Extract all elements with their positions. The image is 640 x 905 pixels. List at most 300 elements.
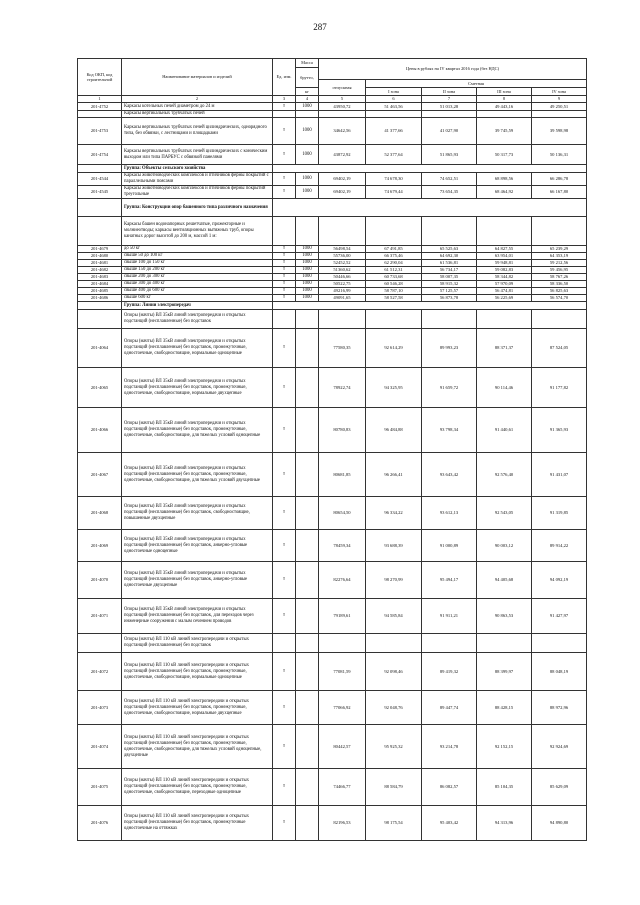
item-name: Каркасы котельных печей диаметром до 24 м [122, 103, 273, 111]
item-name: свыше 50 до 100 кг [122, 253, 273, 260]
item-unit: т [273, 691, 296, 725]
price-zone-3: 94 313,96 [477, 806, 532, 841]
item-code: 201-4754 [78, 145, 122, 165]
price-zone-1: 92 048,76 [366, 691, 422, 725]
group-spacer [78, 199, 122, 217]
item-mass: 1000 [296, 246, 319, 253]
price-zone-1: 52 377,64 [366, 145, 422, 165]
price-zone-4: 66 167,80 [532, 186, 587, 199]
item-code [78, 634, 122, 653]
price-zone-1: 88 584,79 [366, 769, 422, 806]
item-code: 201-4686 [78, 295, 122, 302]
table-row [78, 691, 587, 725]
price-zone-3: 94 405,68 [477, 562, 532, 599]
price-zone-4: 88 048,19 [532, 653, 587, 691]
price-zone-2 [422, 111, 477, 118]
col-number: 5 [319, 96, 366, 103]
header-price-title: Цены в рублях на IV квартал 2016 года (без НДС) [319, 59, 587, 80]
price-zone-3 [477, 111, 532, 118]
price-released [319, 310, 366, 329]
item-name: свыше 200 до 300 кг [122, 274, 273, 281]
price-zone-1: 95 925,32 [366, 725, 422, 769]
table-row [78, 453, 587, 497]
item-unit: т [273, 267, 296, 274]
header-mass-unit: кг [296, 88, 319, 96]
item-mass [296, 634, 319, 653]
item-name: Каркасы башен водонапорных решетчатые, прожекторные и молниеотводы; каркасы вентиляционных вытяжных труб, опоры канатных дорог высотой до 200 м, массой 1 м: [122, 217, 273, 246]
col-number: 7 [422, 96, 477, 103]
header-mass-top: Масса [296, 59, 319, 68]
price-released: 82276,64 [319, 562, 366, 599]
price-zone-2: 89 447,74 [422, 691, 477, 725]
price-released: 74466,77 [319, 769, 366, 806]
price-zone-4: 59 212,56 [532, 260, 587, 267]
price-zone-2: 95 494,17 [422, 562, 477, 599]
col-number: 1 [78, 96, 122, 103]
item-code: 201-4070 [78, 562, 122, 599]
item-unit: т [273, 599, 296, 634]
item-unit: т [273, 281, 296, 288]
price-zone-3: 57 970,09 [477, 281, 532, 288]
col-number: 3 [273, 96, 296, 103]
item-unit [273, 217, 296, 246]
table-row [78, 562, 587, 599]
item-mass [296, 368, 319, 408]
page-number: 287 [313, 22, 327, 32]
price-zone-4 [532, 634, 587, 653]
price-zone-2 [422, 310, 477, 329]
price-zone-2: 93 643,42 [422, 453, 477, 497]
item-name: Каркасы вертикальных трубчатых печей цилиндрических с коническим выходом или типа ПАРБУС с обвязкой панелями [122, 145, 273, 165]
item-name: Опоры (мачты) ВЛ 35кВ линий электропередачи и открытых подстанций (несплавленные) без подставок, свободностоящие, повышенные двухцепные [122, 497, 273, 530]
price-zone-4: 59 456,95 [532, 267, 587, 274]
price-released: 69402,19 [319, 173, 366, 186]
price-zone-4: 91 427,97 [532, 599, 587, 634]
price-zone-4: 94 092,19 [532, 562, 587, 599]
group-row [78, 199, 587, 217]
table-row [78, 281, 587, 288]
item-mass: 1000 [296, 118, 319, 145]
col-number: 4 [296, 96, 319, 103]
price-zone-2: 61 536,81 [422, 260, 477, 267]
table-row [78, 253, 587, 260]
item-code: 201-4073 [78, 691, 122, 725]
price-zone-4: 94 890,80 [532, 806, 587, 841]
price-zone-2: 57 125,57 [422, 288, 477, 295]
price-zone-2: 89 419,32 [422, 653, 477, 691]
price-zone-2: 91 000,89 [422, 530, 477, 562]
price-zone-2: 65 525,63 [422, 246, 477, 253]
table-row [78, 329, 587, 368]
item-name: Опоры (мачты) ВЛ 35кВ линий электропередачи и открытых подстанций (несплавленные) без подставок, для переходов через инженерные сооружения с малым сечением проводов [122, 599, 273, 634]
item-mass [296, 806, 319, 841]
price-released: 69402,19 [319, 186, 366, 199]
item-code: 201-4679 [78, 246, 122, 253]
table-row [78, 145, 587, 165]
item-code: 201-4685 [78, 288, 122, 295]
table-row [78, 260, 587, 267]
price-zone-3: 85 104,35 [477, 769, 532, 806]
item-name: свыше 400 до 600 кг [122, 288, 273, 295]
price-zone-4: 58 767,26 [532, 274, 587, 281]
price-zone-2: 74 652,51 [422, 173, 477, 186]
item-name: Опоры (мачты) ВЛ 110 кВ линий электропередачи и открытых подстанций (несплавленные) без подставок, промежуточные, одностоечные, свободностоящие, переходные одноцепные [122, 769, 273, 806]
header-zone-1: I зона [366, 88, 422, 96]
price-zone-2: 56 873,78 [422, 295, 477, 302]
item-name: Опоры (мачты) ВЛ 110 кВ линий электропередачи и открытых подстанций (несплавленные) без подставок, промежуточные, одностоечные, свободностоящие, нормальные одноцепные [122, 653, 273, 691]
item-mass [296, 111, 319, 118]
item-unit [273, 111, 296, 118]
item-code: 201-4072 [78, 653, 122, 691]
item-name: до 50 кг [122, 246, 273, 253]
item-unit: т [273, 295, 296, 302]
price-released: 51360,62 [319, 267, 366, 274]
item-mass: 1000 [296, 260, 319, 267]
price-zone-4: 85 629,09 [532, 769, 587, 806]
item-name: свыше 100 до 150 кг [122, 260, 273, 267]
price-zone-3: 92 543,05 [477, 497, 532, 530]
price-released: 56498,54 [319, 246, 366, 253]
price-zone-1 [366, 111, 422, 118]
item-unit: т [273, 145, 296, 165]
header-released: отпускная [319, 80, 366, 96]
item-name: Опоры (мачты) ВЛ 110 кВ линий электропередачи и открытых подстанций (несплавленные) без подставок, промежуточные одностоечные на оттяжках [122, 806, 273, 841]
price-released [319, 111, 366, 118]
item-unit: т [273, 769, 296, 806]
price-zone-2: 91 659,72 [422, 368, 477, 408]
item-unit: т [273, 274, 296, 281]
item-code: 201-4684 [78, 281, 122, 288]
table-row [78, 530, 587, 562]
item-mass: 1000 [296, 145, 319, 165]
price-zone-1: 58 787,10 [366, 288, 422, 295]
table-row [78, 173, 587, 186]
item-mass [296, 453, 319, 497]
price-zone-3: 64 827,55 [477, 246, 532, 253]
price-zone-1: 74 678,30 [366, 173, 422, 186]
price-released: 82196,53 [319, 806, 366, 841]
price-released: 80780,83 [319, 408, 366, 453]
group-row [78, 302, 587, 310]
table-row [78, 103, 587, 111]
price-released: 77066,92 [319, 691, 366, 725]
price-zone-3: 92 576,40 [477, 453, 532, 497]
price-zone-4: 87 524,05 [532, 329, 587, 368]
price-zone-4: 50 136,31 [532, 145, 587, 165]
item-mass [296, 562, 319, 599]
item-code: 201-4075 [78, 769, 122, 806]
price-zone-4: 89 914,22 [532, 530, 587, 562]
price-zone-1: 94 585,84 [366, 599, 422, 634]
price-table [77, 58, 587, 841]
price-zone-2: 58 007,35 [422, 274, 477, 281]
item-mass [296, 653, 319, 691]
price-released: 43872,92 [319, 145, 366, 165]
price-released: 50446,66 [319, 274, 366, 281]
price-zone-1: 66 375,46 [366, 253, 422, 260]
item-mass [296, 769, 319, 806]
price-zone-4: 66 286,78 [532, 173, 587, 186]
price-released: 52452,52 [319, 260, 366, 267]
item-unit: т [273, 173, 296, 186]
price-released: 43950,72 [319, 103, 366, 111]
price-zone-3 [477, 217, 532, 246]
price-zone-2: 51 865,93 [422, 145, 477, 165]
price-zone-2: 95 403,42 [422, 806, 477, 841]
item-code: 201-4064 [78, 329, 122, 368]
price-zone-1 [366, 634, 422, 653]
price-zone-2 [422, 217, 477, 246]
item-unit: т [273, 253, 296, 260]
item-name: Каркасы животноводческих комплексов и птичников фермы покрытий треугольные [122, 186, 273, 199]
item-unit: т [273, 246, 296, 253]
item-unit: т [273, 806, 296, 841]
item-code [78, 217, 122, 246]
price-zone-1: 93 688,39 [366, 530, 422, 562]
table-row [78, 806, 587, 841]
col-number: 2 [122, 96, 273, 103]
price-released: 78459,34 [319, 530, 366, 562]
price-zone-3: 90 114,46 [477, 368, 532, 408]
price-zone-4: 65 239,29 [532, 246, 587, 253]
price-released: 78922,74 [319, 368, 366, 408]
item-name: Каркасы животноводческих комплексов и птичников фермы покрытий с параллельными поясами [122, 173, 273, 186]
table-row [78, 274, 587, 281]
price-zone-3: 59 948,81 [477, 260, 532, 267]
price-zone-3: 56 474,81 [477, 288, 532, 295]
header-name: Наименование материалов и изделий [122, 59, 273, 96]
price-released: 79189,61 [319, 599, 366, 634]
price-released: 80681,85 [319, 453, 366, 497]
price-zone-3: 63 954,01 [477, 253, 532, 260]
price-zone-3: 56 225,69 [477, 295, 532, 302]
item-name: Опоры (мачты) ВЛ 35кВ линий электропередачи и открытых подстанций (несплавленные) без подставок, анкерно-угловые одностоечные одноцепные [122, 530, 273, 562]
price-zone-4: 56 574,70 [532, 295, 587, 302]
item-mass: 1000 [296, 288, 319, 295]
price-zone-2: 56 734,17 [422, 267, 477, 274]
item-unit: т [273, 260, 296, 267]
price-zone-4: 56 825,63 [532, 288, 587, 295]
item-unit: т [273, 368, 296, 408]
item-mass [296, 691, 319, 725]
item-unit: т [273, 653, 296, 691]
price-zone-3: 88 371,37 [477, 329, 532, 368]
price-zone-2: 93 798,34 [422, 408, 477, 453]
table-row [78, 295, 587, 302]
price-zone-3: 68 898,56 [477, 173, 532, 186]
price-zone-3: 92 152,15 [477, 725, 532, 769]
group-spacer [273, 302, 587, 310]
price-zone-3: 90 863,53 [477, 599, 532, 634]
table-row [78, 368, 587, 408]
price-zone-2 [422, 634, 477, 653]
item-unit: т [273, 103, 296, 111]
item-code: 201-4682 [78, 267, 122, 274]
price-zone-4: 64 353,19 [532, 253, 587, 260]
price-zone-4: 91 431,07 [532, 453, 587, 497]
table-body [78, 103, 587, 841]
table-row [78, 186, 587, 199]
price-zone-1: 92 098,46 [366, 653, 422, 691]
table-row [78, 288, 587, 295]
price-zone-4 [532, 310, 587, 329]
price-zone-1: 41 377,66 [366, 118, 422, 145]
price-zone-4 [532, 217, 587, 246]
header-unit: Ед. изм. [273, 59, 296, 96]
price-zone-3: 39 745,59 [477, 118, 532, 145]
table-row [78, 246, 587, 253]
item-unit: т [273, 530, 296, 562]
item-name: Каркасы вертикальных трубчатых печей [122, 111, 273, 118]
table-row [78, 310, 587, 329]
item-code [78, 310, 122, 329]
price-zone-3: 91 440,61 [477, 408, 532, 453]
price-released: 50522,75 [319, 281, 366, 288]
price-zone-3: 88 399,97 [477, 653, 532, 691]
table-row [78, 497, 587, 530]
table-row [78, 725, 587, 769]
table-row [78, 769, 587, 806]
item-code: 201-4544 [78, 173, 122, 186]
item-code: 201-4545 [78, 186, 122, 199]
price-zone-4 [532, 111, 587, 118]
item-mass: 1000 [296, 281, 319, 288]
price-zone-1: 96 334,22 [366, 497, 422, 530]
item-code: 201-4066 [78, 408, 122, 453]
price-zone-3: 90 003,12 [477, 530, 532, 562]
item-mass [296, 329, 319, 368]
price-zone-3: 58 344,82 [477, 274, 532, 281]
price-zone-1: 98 175,54 [366, 806, 422, 841]
item-mass: 1000 [296, 253, 319, 260]
item-unit: т [273, 408, 296, 453]
group-spacer [273, 199, 587, 217]
item-mass [296, 497, 319, 530]
item-code: 201-4069 [78, 530, 122, 562]
price-zone-1: 74 679,44 [366, 186, 422, 199]
table-row [78, 217, 587, 246]
table-row [78, 634, 587, 653]
price-zone-1: 51 463,56 [366, 103, 422, 111]
price-zone-3: 88 428,15 [477, 691, 532, 725]
item-name: Опоры (мачты) ВЛ 110 кВ линий электропередачи и открытых подстанций (несплавленные) без подставок [122, 634, 273, 653]
group-row [78, 165, 587, 173]
price-zone-3: 49 443,16 [477, 103, 532, 111]
price-released: 77580,35 [319, 329, 366, 368]
price-zone-1: 96 266,41 [366, 453, 422, 497]
item-code: 201-4071 [78, 599, 122, 634]
price-zone-2: 93 214,78 [422, 725, 477, 769]
col-number: 9 [532, 96, 587, 103]
col-number: 8 [477, 96, 532, 103]
item-name: Опоры (мачты) ВЛ 35кВ линий электропередачи и открытых подстанций (несплавленные) без подставок, промежуточные, одностоечные, свободностоящие, для тяжелых условий двухцепные [122, 453, 273, 497]
item-unit: т [273, 725, 296, 769]
item-mass [296, 599, 319, 634]
header-mass-mid: брутто, [296, 68, 319, 88]
price-zone-2: 89 993,23 [422, 329, 477, 368]
price-zone-1: 61 512,31 [366, 267, 422, 274]
item-code: 201-4074 [78, 725, 122, 769]
price-zone-1 [366, 310, 422, 329]
price-zone-2: 64 692,30 [422, 253, 477, 260]
item-mass [296, 408, 319, 453]
item-unit: т [273, 453, 296, 497]
item-code: 201-4065 [78, 368, 122, 408]
price-zone-2: 73 654,35 [422, 186, 477, 199]
item-mass: 1000 [296, 173, 319, 186]
item-mass: 1000 [296, 267, 319, 274]
item-mass [296, 725, 319, 769]
price-zone-1: 58 527,58 [366, 295, 422, 302]
group-title: Группа: Объекты сельского хозяйства [122, 165, 273, 173]
item-mass: 1000 [296, 295, 319, 302]
item-mass [296, 530, 319, 562]
item-mass [296, 217, 319, 246]
item-name: Опоры (мачты) ВЛ 110 кВ линий электропередачи и открытых подстанций (несплавленные) без подставок, промежуточные, одностоечные, свободностоящие, нормальные двухцепные [122, 691, 273, 725]
item-code: 201-4076 [78, 806, 122, 841]
item-name: Опоры (мачты) ВЛ 35кВ линий электропередачи и открытых подстанций (несплавленные) без подставок, промежуточные, одностоечные, свободностоящие, нормальные двухцепные [122, 368, 273, 408]
price-zone-2: 93 612,13 [422, 497, 477, 530]
price-zone-1: 60 546,28 [366, 281, 422, 288]
price-zone-4: 91 365,93 [532, 408, 587, 453]
group-spacer [78, 302, 122, 310]
price-zone-2: 86 082,57 [422, 769, 477, 806]
item-name: свыше 600 кг [122, 295, 273, 302]
price-zone-4: 88 972,96 [532, 691, 587, 725]
price-released: 77081,59 [319, 653, 366, 691]
item-unit: т [273, 186, 296, 199]
item-name: свыше 300 до 400 кг [122, 281, 273, 288]
price-zone-3 [477, 634, 532, 653]
item-name: Каркасы вертикальных трубчатых печей цилиндрических, однорядного типа, без обвязки, с лестницами и площадками [122, 118, 273, 145]
item-unit [273, 310, 296, 329]
item-code: 201-4067 [78, 453, 122, 497]
group-title: Группа: Линии электропередач [122, 302, 273, 310]
item-unit: т [273, 497, 296, 530]
item-unit: т [273, 288, 296, 295]
table-row [78, 111, 587, 118]
price-zone-4: 91 319,85 [532, 497, 587, 530]
price-released: 80442,57 [319, 725, 366, 769]
price-released: 49091,65 [319, 295, 366, 302]
price-zone-3 [477, 310, 532, 329]
table-row [78, 118, 587, 145]
price-zone-3: 59 082,83 [477, 267, 532, 274]
price-zone-1: 92 614,29 [366, 329, 422, 368]
table-row [78, 267, 587, 274]
item-mass: 1000 [296, 186, 319, 199]
price-zone-1: 98 270,99 [366, 562, 422, 599]
group-title: Группа: Конструкции опор башенного типа различного назначения [122, 199, 273, 217]
price-zone-1: 67 491,85 [366, 246, 422, 253]
item-name: Опоры (мачты) ВЛ 110 кВ линий электропередачи и открытых подстанций (несплавленные) без подставок, промежуточные, одностоечные, свободностоящие, для тяжелых условий одноцепные, двухцепные [122, 725, 273, 769]
table-header [78, 59, 587, 103]
price-zone-2: 51 013,28 [422, 103, 477, 111]
item-unit: т [273, 329, 296, 368]
item-mass [296, 310, 319, 329]
price-released: 49216,99 [319, 288, 366, 295]
price-zone-4: 39 598,98 [532, 118, 587, 145]
table-row [78, 408, 587, 453]
price-released: 80654,50 [319, 497, 366, 530]
price-released: 34642,56 [319, 118, 366, 145]
price-zone-2: 91 911,21 [422, 599, 477, 634]
item-unit: т [273, 562, 296, 599]
price-zone-1: 60 733,68 [366, 274, 422, 281]
price-released [319, 217, 366, 246]
item-name: Опоры (мачты) ВЛ 35кВ линий электропередачи и открытых подстанций (несплавленные) без подставок [122, 310, 273, 329]
item-code: 201-4680 [78, 253, 122, 260]
